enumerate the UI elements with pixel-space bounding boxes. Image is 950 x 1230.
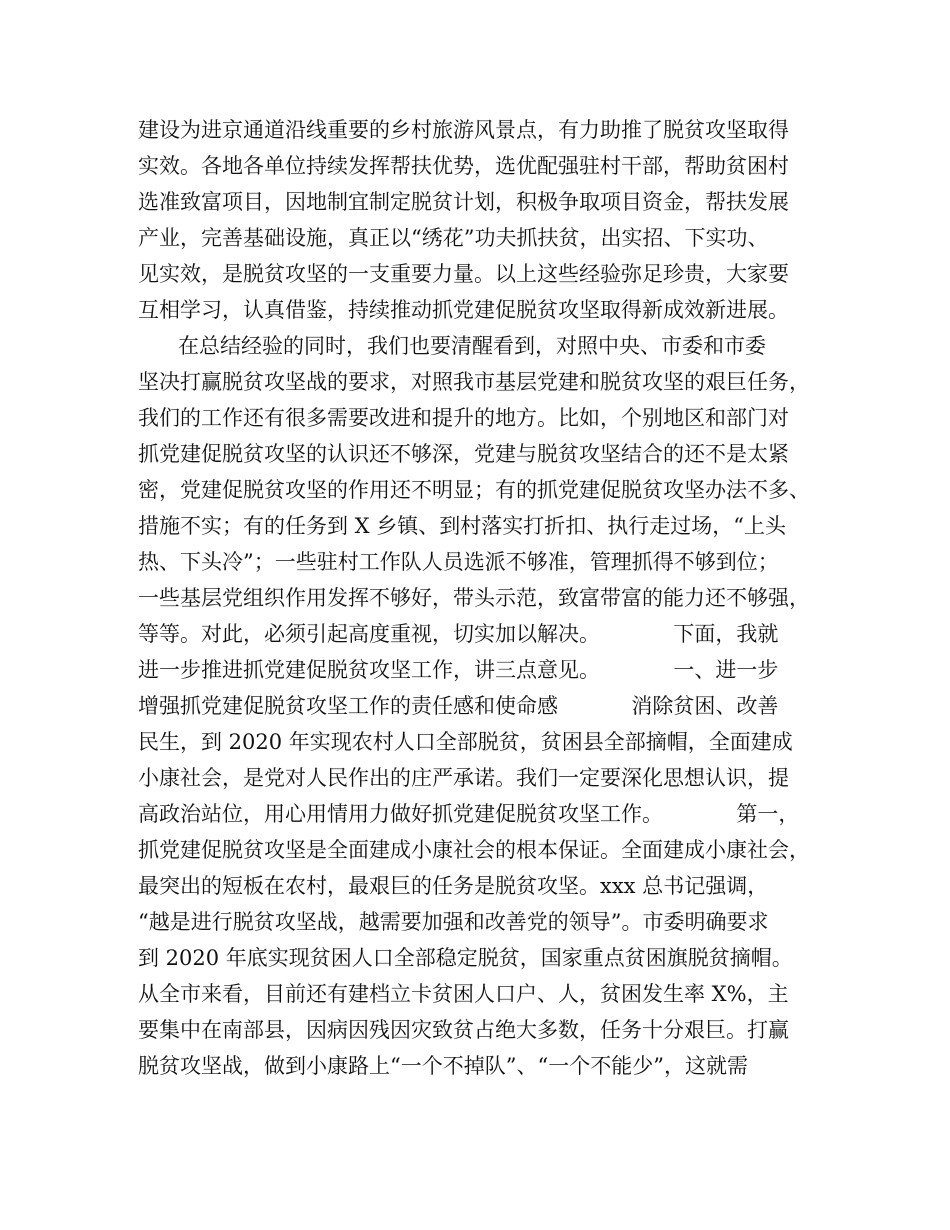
text-line: 实效。各地各单位持续发挥帮扶优势，选优配强驻村干部，帮助贫困村: [138, 154, 789, 178]
body-text: [138, 112, 838, 1084]
text-line: 增强抓党建促脱贫攻坚工作的责任感和使命感 消除贫困、改善: [138, 694, 779, 718]
text-line: 进一步推进抓党建促脱贫攻坚工作，讲三点意见。 一、进一步: [138, 658, 779, 682]
text-line: 从全市来看，目前还有建档立卡贫困人口户、人，贫困发生率 X%，主: [138, 982, 789, 1006]
text-line: 小康社会，是党对人民作出的庄严承诺。我们一定要深化思想认识，提: [138, 766, 789, 790]
text-line: 民生，到 2020 年实现农村人口全部脱贫，贫困县全部摘帽，全面建成: [138, 730, 793, 754]
text-line: 互相学习，认真借鉴，持续推动抓党建促脱贫攻坚取得新成效新进展。: [138, 298, 789, 322]
text-line: 在总结经验的同时，我们也要清醒看到，对照中央、市委和市委: [138, 334, 767, 358]
text-line: 措施不实；有的任务到 X 乡镇、到村落实打折扣、执行走过场，“上头: [138, 514, 787, 538]
text-line: 建设为进京通道沿线重要的乡村旅游风景点，有力助推了脱贫攻坚取得: [138, 118, 789, 142]
text-line: 最突出的短板在农村，最艰巨的任务是脱贫攻坚。xxx 总书记强调，: [138, 874, 769, 898]
text-line: 抓党建促脱贫攻坚的认识还不够深，党建与脱贫攻坚结合的还不是太紧: [138, 442, 789, 466]
text-line: 一些基层党组织作用发挥不够好，带头示范，致富带富的能力还不够强，: [138, 586, 810, 610]
text-line: 脱贫攻坚战，做到小康路上“一个不掉队”、“一个不能少”，这就需: [138, 1054, 748, 1078]
text-line: 高政治站位，用心用情用力做好抓党建促脱贫攻坚工作。 第一，: [138, 802, 800, 826]
text-line: 密，党建促脱贫攻坚的作用还不明显；有的抓党建促脱贫攻坚办法不多、: [138, 478, 810, 502]
text-line: “越是进行脱贫攻坚战，越需要加强和改善党的领导”。市委明确要求: [138, 910, 769, 934]
text-line: 产业，完善基础设施，真正以“绣花”功夫抓扶贫，出实招、下实功、: [138, 226, 769, 250]
text-line: 到 2020 年底实现贫困人口全部稳定脱贫，国家重点贫困旗脱贫摘帽。: [138, 946, 793, 970]
text-line: 见实效，是脱贫攻坚的一支重要力量。以上这些经验弥足珍贵，大家要: [138, 262, 789, 286]
text-line: 坚决打赢脱贫攻坚战的要求，对照我市基层党建和脱贫攻坚的艰巨任务，: [138, 370, 810, 394]
text-line: 热、下头冷”；一些驻村工作队人员选派不够准，管理抓得不够到位；: [138, 550, 779, 574]
text-line: 等等。对此，必须引起高度重视，切实加以解决。 下面，我就: [138, 622, 779, 646]
text-line: 要集中在南部县，因病因残因灾致贫占绝大多数，任务十分艰巨。打赢: [138, 1018, 789, 1042]
text-line: 我们的工作还有很多需要改进和提升的地方。比如，个别地区和部门对: [138, 406, 789, 430]
text-line: 选准致富项目，因地制宜制定脱贫计划，积极争取项目资金，帮扶发展: [138, 190, 789, 214]
text-line: 抓党建促脱贫攻坚是全面建成小康社会的根本保证。全面建成小康社会，: [138, 838, 810, 862]
